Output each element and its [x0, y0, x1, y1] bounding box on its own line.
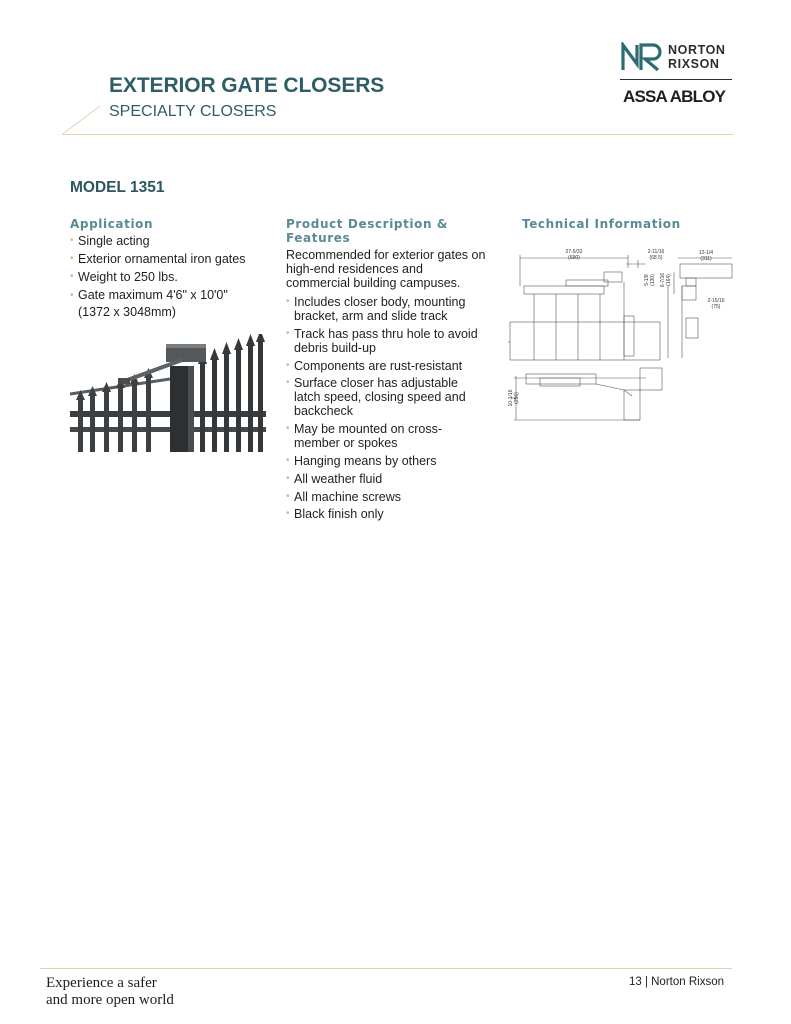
technical-heading: Technical Information — [522, 217, 681, 231]
dim-label: 2-15/16 — [707, 298, 725, 304]
features-list — [286, 295, 486, 521]
nr-monogram-icon — [620, 42, 666, 72]
application-list — [70, 234, 270, 321]
footer-tagline — [46, 975, 174, 1009]
list-item: • Single acting — [70, 234, 270, 248]
list-item: • Black finish only — [286, 507, 486, 521]
page-subtitle: SPECIALTY CLOSERS — [109, 103, 277, 120]
list-item: • All machine screws — [286, 490, 486, 504]
dim-label: 12-1/4 — [698, 250, 714, 256]
dim-label: 2-11/16 — [647, 249, 665, 255]
list-item: • May be mounted on cross-member or spokes — [286, 422, 486, 450]
logo-word-norton: NORTON — [668, 43, 726, 57]
list-item: • Track has pass thru hole to avoid debris build-up — [286, 327, 486, 355]
description-intro: Recommended for exterior gates on high-end residences and commercial building campuses. — [286, 248, 486, 290]
dim-label: 6-7/16 — [660, 272, 666, 288]
assa-abloy-logo: ASSA ABLOY — [623, 87, 726, 106]
dim-label: (68.5) — [649, 255, 663, 261]
list-item: • Surface closer has adjustable latch speed, closing speed and backcheck — [286, 376, 486, 418]
dim-label: (164) — [666, 274, 672, 286]
application-heading: Application — [70, 217, 154, 231]
description-section — [286, 217, 486, 525]
application-section — [70, 217, 270, 325]
logo-word-rixson: RIXSON — [668, 57, 720, 71]
page-title: EXTERIOR GATE CLOSERS — [109, 74, 385, 97]
list-item: • Includes closer body, mounting bracket, arm and slide track — [286, 295, 486, 323]
page-number: 13 | Norton Rixson — [628, 976, 724, 988]
dim-label: (311) — [700, 256, 712, 262]
list-item: • Weight to 250 lbs. — [70, 270, 270, 284]
header-rule — [62, 106, 734, 136]
dim-label: 10-1/16 — [508, 389, 514, 407]
description-heading: Product Description & Features — [286, 217, 448, 245]
norton-rixson-logo — [620, 42, 732, 108]
footer-rule — [40, 968, 732, 969]
dim-label: (690) — [568, 255, 580, 261]
list-item: • All weather fluid — [286, 472, 486, 486]
dim-label: (75) — [711, 304, 721, 310]
dim-label: 5-1/8 — [644, 274, 650, 286]
logo-divider — [620, 79, 732, 80]
list-item: • Gate maximum 4'6" x 10'0" (1372 x 3048mm) — [70, 287, 246, 321]
model-heading: MODEL 1351 — [70, 179, 165, 196]
tagline-line: Experience a safer — [46, 975, 157, 991]
list-item: • Components are rust-resistant — [286, 359, 486, 373]
dim-label: (130) — [650, 274, 656, 286]
dim-label: (256) — [514, 392, 520, 404]
list-item: • Hanging means by others — [286, 454, 486, 468]
list-item: • Exterior ornamental iron gates — [70, 252, 270, 266]
tagline-line: and more open world — [46, 992, 174, 1008]
gate-closer-photo — [70, 334, 266, 452]
technical-drawing — [506, 246, 742, 426]
dim-label: 27-5/32 — [565, 249, 583, 255]
